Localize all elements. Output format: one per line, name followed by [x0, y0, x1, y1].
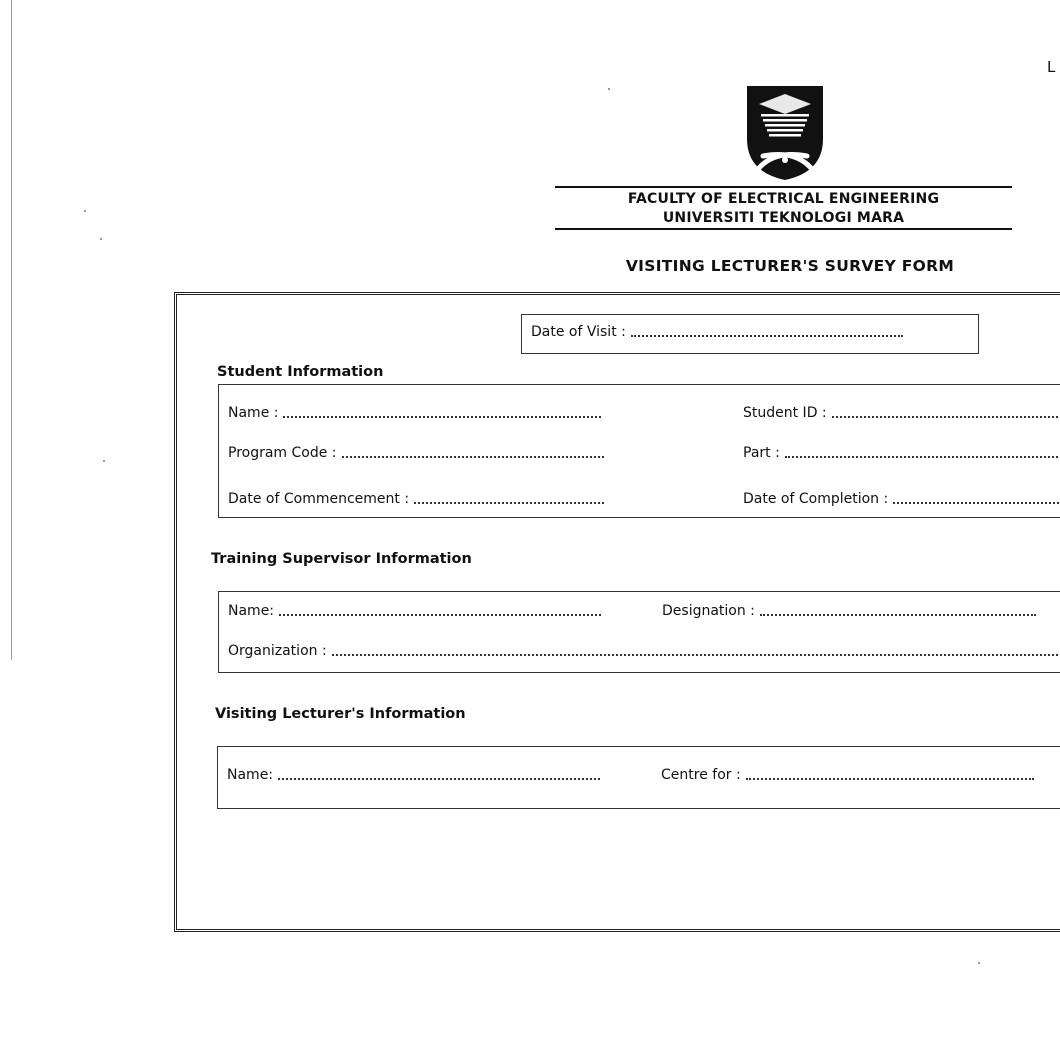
- lecturer-name-field[interactable]: [227, 767, 600, 783]
- organization-field[interactable]: [228, 643, 1060, 659]
- form-title: VISITING LECTURER'S SURVEY FORM: [625, 257, 955, 275]
- supervisor-name-input[interactable]: [279, 613, 601, 616]
- centre-for-label: Centre for :: [661, 767, 741, 783]
- student-info-title: Student Information: [217, 364, 384, 380]
- lecturer-info-title: Visiting Lecturer's Information: [215, 706, 466, 722]
- designation-field[interactable]: [662, 603, 1036, 619]
- supervisor-name-field[interactable]: [228, 603, 601, 619]
- header-rule-top: [555, 186, 1012, 188]
- program-code-label: Program Code :: [228, 445, 337, 461]
- date-completion-label: Date of Completion :: [743, 491, 889, 507]
- part-label: Part :: [743, 445, 780, 461]
- supervisor-name-label: Name:: [228, 603, 275, 619]
- program-code-field[interactable]: [228, 445, 604, 461]
- date-of-visit-input[interactable]: [631, 334, 903, 337]
- date-commencement-label: Date of Commencement :: [228, 491, 410, 507]
- lecturer-name-label: Name:: [227, 767, 274, 783]
- supervisor-info-title: Training Supervisor Information: [211, 551, 472, 567]
- student-id-label: Student ID :: [743, 405, 827, 421]
- scan-speck: [978, 962, 980, 964]
- student-name-input[interactable]: [283, 415, 601, 418]
- date-of-visit-field[interactable]: [531, 324, 903, 340]
- part-input[interactable]: [785, 455, 1060, 458]
- date-commencement-input[interactable]: [414, 501, 604, 504]
- date-of-visit-label: Date of Visit :: [531, 324, 626, 340]
- part-field[interactable]: [743, 445, 1060, 461]
- organization-input[interactable]: [332, 653, 1060, 656]
- lecturer-name-input[interactable]: [278, 777, 600, 780]
- date-commencement-field[interactable]: [228, 491, 604, 507]
- scan-speck: [84, 210, 86, 212]
- faculty-name: FACULTY OF ELECTRICAL ENGINEERING: [627, 191, 940, 207]
- centre-for-input[interactable]: [746, 777, 1034, 780]
- scan-edge-line: [11, 0, 12, 660]
- designation-label: Designation :: [662, 603, 755, 619]
- student-id-field[interactable]: [743, 405, 1060, 421]
- scan-speck: [608, 88, 610, 90]
- header-rule-bottom: [555, 228, 1012, 230]
- designation-input[interactable]: [760, 613, 1036, 616]
- date-completion-field[interactable]: [743, 491, 1060, 507]
- student-name-field[interactable]: [228, 405, 601, 421]
- scan-speck: [103, 460, 105, 462]
- scan-speck: [100, 238, 102, 240]
- university-name: UNIVERSITI TEKNOLOGI MARA: [662, 210, 905, 226]
- program-code-input[interactable]: [342, 455, 604, 458]
- date-completion-input[interactable]: [893, 501, 1060, 504]
- centre-for-field[interactable]: [661, 767, 1034, 783]
- page-corner-mark: L: [1047, 58, 1056, 76]
- student-id-input[interactable]: [832, 415, 1060, 418]
- student-name-label: Name :: [228, 405, 279, 421]
- organization-label: Organization :: [228, 643, 327, 659]
- uitm-crest-icon: [745, 84, 825, 182]
